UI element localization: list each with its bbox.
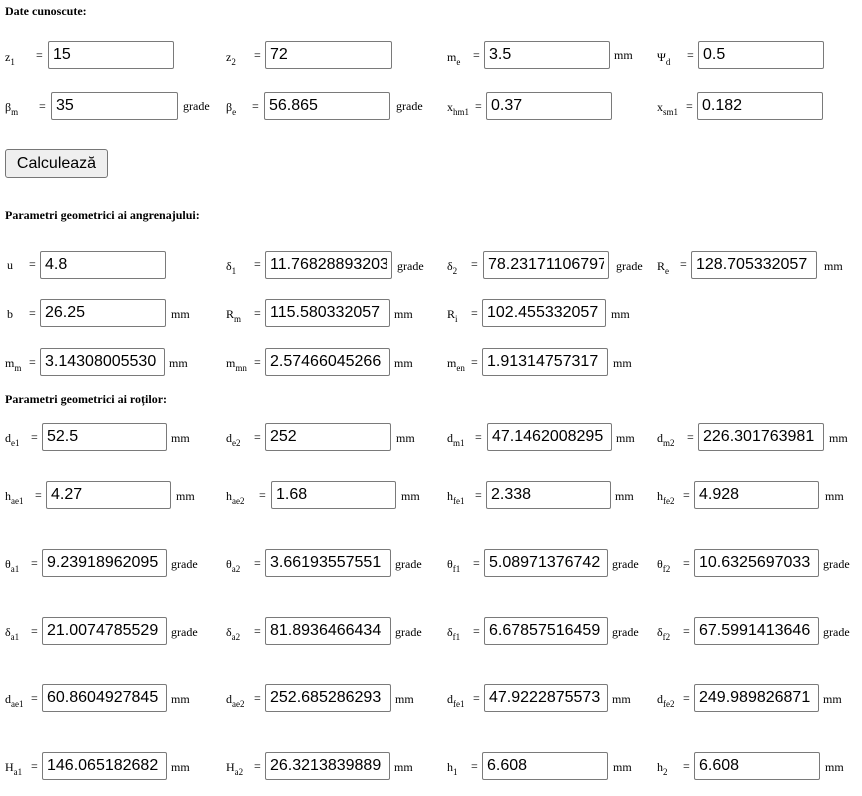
dm1-symbol: d bbox=[447, 431, 453, 445]
equals-sign: = bbox=[683, 488, 690, 502]
deltaf2-symbol: δ bbox=[657, 625, 663, 639]
z2-subscript: 2 bbox=[231, 57, 236, 67]
betam-symbol: β bbox=[5, 100, 12, 114]
thetaa2-symbol: θ bbox=[226, 557, 232, 571]
thetaf1-subscript: f1 bbox=[452, 564, 461, 574]
equals-sign: = bbox=[252, 99, 259, 113]
equals-sign: = bbox=[473, 48, 480, 62]
betae-input[interactable] bbox=[264, 92, 390, 120]
deltaa2-unit: grade bbox=[395, 625, 422, 639]
hae2-subscript: ae2 bbox=[232, 496, 245, 506]
equals-sign: = bbox=[36, 48, 43, 62]
dfe1-unit: mm bbox=[612, 692, 631, 706]
betam-label bbox=[5, 100, 19, 117]
equals-sign: = bbox=[254, 556, 261, 570]
equals-sign: = bbox=[471, 355, 478, 369]
delta2-subscript: 2 bbox=[452, 266, 458, 276]
Re-unit: mm bbox=[824, 259, 843, 273]
equals-sign: = bbox=[254, 691, 261, 705]
deltaa2-label bbox=[226, 625, 241, 642]
equals-sign: = bbox=[254, 355, 261, 369]
equals-sign: = bbox=[254, 257, 261, 271]
delta2-symbol: δ bbox=[447, 259, 453, 273]
wheel-params-heading: Parametri geometrici ai roților: bbox=[5, 392, 168, 406]
equals-sign: = bbox=[35, 488, 42, 502]
hfe2-symbol: h bbox=[657, 489, 663, 503]
equals-sign: = bbox=[683, 759, 690, 773]
deltaf1-subscript: f1 bbox=[452, 632, 461, 642]
hfe2-input[interactable] bbox=[694, 481, 819, 509]
equals-sign: = bbox=[29, 355, 36, 369]
Ha2-unit: mm bbox=[394, 760, 413, 774]
betam-subscript: m bbox=[11, 107, 19, 117]
dae1-label bbox=[5, 692, 24, 709]
thetaf1-label bbox=[447, 557, 461, 574]
hfe2-label bbox=[657, 489, 675, 506]
Ha1-input[interactable] bbox=[42, 752, 167, 780]
b-symbol: b bbox=[7, 307, 13, 321]
mmn-input[interactable] bbox=[265, 348, 390, 376]
dm2-symbol: d bbox=[657, 431, 663, 445]
Rm-unit: mm bbox=[394, 307, 413, 321]
xsm1-subscript: sm1 bbox=[663, 107, 679, 117]
dae2-symbol: d bbox=[226, 692, 232, 706]
h2-symbol: h bbox=[657, 760, 663, 774]
Ri-symbol: R bbox=[447, 307, 456, 321]
thetaa2-subscript: a2 bbox=[231, 564, 241, 574]
thetaa1-subscript: a1 bbox=[10, 564, 20, 574]
dfe2-unit: mm bbox=[823, 692, 842, 706]
equals-sign: = bbox=[475, 488, 482, 502]
h1-input[interactable] bbox=[482, 752, 608, 780]
u-symbol: u bbox=[7, 258, 13, 272]
xsm1-symbol: x bbox=[657, 100, 663, 114]
betae-label bbox=[226, 100, 237, 117]
h2-unit: mm bbox=[825, 760, 844, 774]
b-label bbox=[7, 307, 13, 321]
men-subscript: en bbox=[456, 363, 465, 373]
mm-symbol: m bbox=[5, 356, 15, 370]
dm1-input[interactable] bbox=[487, 423, 612, 451]
delta1-symbol: δ bbox=[226, 259, 232, 273]
hae1-subscript: ae1 bbox=[11, 496, 24, 506]
de1-input[interactable] bbox=[42, 423, 167, 451]
dm1-label bbox=[447, 431, 465, 448]
de1-unit: mm bbox=[171, 431, 190, 445]
h2-label bbox=[657, 760, 668, 777]
hae2-symbol: h bbox=[226, 489, 232, 503]
dae1-symbol: d bbox=[5, 692, 11, 706]
h1-label bbox=[447, 760, 458, 777]
deltaa1-unit: grade bbox=[171, 625, 198, 639]
deltaf1-input[interactable] bbox=[484, 617, 608, 645]
delta2-label bbox=[447, 259, 458, 276]
delta1-input[interactable] bbox=[265, 251, 392, 279]
psid-symbol: Ψ bbox=[657, 50, 666, 64]
betam-unit: grade bbox=[183, 99, 210, 113]
equals-sign: = bbox=[471, 257, 478, 271]
thetaf2-symbol: θ bbox=[657, 557, 663, 571]
de2-label bbox=[226, 431, 241, 448]
xhm1-subscript: hm1 bbox=[453, 107, 470, 117]
equals-sign: = bbox=[29, 257, 36, 271]
betae-symbol: β bbox=[226, 100, 233, 114]
calculate-button[interactable]: Calculează bbox=[5, 149, 108, 178]
equals-sign: = bbox=[254, 306, 261, 320]
equals-sign: = bbox=[29, 306, 36, 320]
me-subscript: e bbox=[456, 57, 461, 67]
men-unit: mm bbox=[613, 356, 632, 370]
equals-sign: = bbox=[39, 99, 46, 113]
dfe1-input[interactable] bbox=[484, 684, 608, 712]
dae1-input[interactable] bbox=[42, 684, 167, 712]
mmn-symbol: m bbox=[226, 356, 236, 370]
Re-input[interactable] bbox=[691, 251, 817, 279]
thetaa1-unit: grade bbox=[171, 557, 198, 571]
de1-label bbox=[5, 431, 20, 448]
betae-subscript: e bbox=[232, 107, 237, 117]
equals-sign: = bbox=[254, 48, 261, 62]
u-input[interactable] bbox=[40, 251, 166, 279]
dfe1-subscript: fe1 bbox=[453, 699, 465, 709]
thetaa2-input[interactable] bbox=[265, 549, 391, 577]
equals-sign: = bbox=[687, 430, 694, 444]
Ri-subscript: i bbox=[455, 314, 458, 324]
hfe1-subscript: fe1 bbox=[453, 496, 465, 506]
thetaf1-symbol: θ bbox=[447, 557, 453, 571]
hfe1-symbol: h bbox=[447, 489, 453, 503]
dfe2-symbol: d bbox=[657, 692, 663, 706]
thetaa2-label bbox=[226, 557, 241, 574]
thetaa1-symbol: θ bbox=[5, 557, 11, 571]
dae1-unit: mm bbox=[171, 692, 190, 706]
dfe2-subscript: fe2 bbox=[663, 699, 675, 709]
thetaf2-subscript: f2 bbox=[662, 564, 671, 574]
hae2-unit: mm bbox=[401, 489, 420, 503]
dae2-input[interactable] bbox=[265, 684, 391, 712]
equals-sign: = bbox=[687, 48, 694, 62]
hae1-unit: mm bbox=[176, 489, 195, 503]
h2-subscript: 2 bbox=[663, 767, 668, 777]
Rm-subscript: m bbox=[234, 314, 242, 324]
equals-sign: = bbox=[471, 306, 478, 320]
deltaa1-symbol: δ bbox=[5, 625, 11, 639]
equals-sign: = bbox=[254, 624, 261, 638]
dae2-subscript: ae2 bbox=[232, 699, 245, 709]
psid-input[interactable] bbox=[698, 41, 824, 69]
delta1-subscript: 1 bbox=[231, 266, 237, 276]
z1-subscript: 1 bbox=[10, 57, 15, 67]
z1-input[interactable] bbox=[48, 41, 174, 69]
hae2-input[interactable] bbox=[271, 481, 396, 509]
me-label bbox=[447, 50, 461, 67]
Ri-label bbox=[447, 307, 458, 324]
deltaa2-input[interactable] bbox=[265, 617, 391, 645]
h2-input[interactable] bbox=[694, 752, 820, 780]
dm2-subscript: m2 bbox=[663, 438, 675, 448]
men-label bbox=[447, 356, 465, 373]
hfe1-label bbox=[447, 489, 465, 506]
mmn-label bbox=[226, 356, 247, 373]
hae2-label bbox=[226, 489, 245, 506]
dae2-unit: mm bbox=[395, 692, 414, 706]
Ha2-symbol: H bbox=[226, 760, 235, 774]
deltaf2-unit: grade bbox=[823, 625, 850, 639]
equals-sign: = bbox=[473, 691, 480, 705]
Rm-label bbox=[226, 307, 242, 324]
xhm1-input[interactable] bbox=[486, 92, 612, 120]
dfe1-symbol: d bbox=[447, 692, 453, 706]
mm-unit: mm bbox=[169, 356, 188, 370]
mmn-subscript: mn bbox=[235, 363, 247, 373]
me-symbol: m bbox=[447, 50, 457, 64]
dae2-label bbox=[226, 692, 245, 709]
equals-sign: = bbox=[259, 488, 266, 502]
men-symbol: m bbox=[447, 356, 457, 370]
gear-params-heading: Parametri geometrici ai angrenajului: bbox=[5, 208, 200, 222]
dfe2-input[interactable] bbox=[694, 684, 819, 712]
thetaa1-input[interactable] bbox=[42, 549, 167, 577]
Ha2-input[interactable] bbox=[265, 752, 390, 780]
hae1-input[interactable] bbox=[46, 481, 171, 509]
hae1-label bbox=[5, 489, 24, 506]
dfe2-label bbox=[657, 692, 675, 709]
equals-sign: = bbox=[31, 624, 38, 638]
deltaa2-symbol: δ bbox=[226, 625, 232, 639]
hae1-symbol: h bbox=[5, 489, 11, 503]
mm-subscript: m bbox=[14, 363, 22, 373]
thetaf2-unit: grade bbox=[823, 557, 850, 571]
betam-input[interactable] bbox=[51, 92, 178, 120]
thetaf2-label bbox=[657, 557, 671, 574]
equals-sign: = bbox=[473, 624, 480, 638]
equals-sign: = bbox=[473, 556, 480, 570]
thetaf2-input[interactable] bbox=[694, 549, 819, 577]
xsm1-label bbox=[657, 100, 679, 117]
Re-symbol: R bbox=[657, 259, 666, 273]
deltaa1-subscript: a1 bbox=[10, 632, 20, 642]
Re-label bbox=[657, 259, 670, 276]
equals-sign: = bbox=[31, 691, 38, 705]
z1-symbol: z bbox=[5, 50, 11, 64]
equals-sign: = bbox=[683, 556, 690, 570]
men-input[interactable] bbox=[482, 348, 608, 376]
hfe2-subscript: fe2 bbox=[663, 496, 675, 506]
xhm1-symbol: x bbox=[447, 100, 453, 114]
z2-label bbox=[226, 50, 236, 67]
de2-unit: mm bbox=[396, 431, 415, 445]
equals-sign: = bbox=[683, 691, 690, 705]
Ha1-label bbox=[5, 760, 23, 777]
Ha1-subscript: a1 bbox=[13, 767, 23, 777]
b-input[interactable] bbox=[40, 299, 166, 327]
xhm1-label bbox=[447, 100, 470, 117]
deltaa2-subscript: a2 bbox=[231, 632, 241, 642]
Ha2-subscript: a2 bbox=[234, 767, 244, 777]
Rm-symbol: R bbox=[226, 307, 235, 321]
dm2-input[interactable] bbox=[698, 423, 824, 451]
equals-sign: = bbox=[686, 99, 693, 113]
hfe2-unit: mm bbox=[825, 489, 844, 503]
deltaa1-input[interactable] bbox=[42, 617, 167, 645]
equals-sign: = bbox=[680, 257, 687, 271]
z1-label bbox=[5, 50, 15, 67]
equals-sign: = bbox=[475, 430, 482, 444]
equals-sign: = bbox=[31, 556, 38, 570]
deltaf1-label bbox=[447, 625, 461, 642]
h1-symbol: h bbox=[447, 760, 453, 774]
equals-sign: = bbox=[471, 759, 478, 773]
dm2-label bbox=[657, 431, 675, 448]
known-data-heading: Date cunoscute: bbox=[5, 4, 87, 18]
psid-subscript: d bbox=[665, 57, 671, 67]
Ha2-label bbox=[226, 760, 244, 777]
mmn-unit: mm bbox=[394, 356, 413, 370]
betae-unit: grade bbox=[396, 99, 423, 113]
dae1-subscript: ae1 bbox=[11, 699, 24, 709]
deltaf2-label bbox=[657, 625, 671, 642]
hfe1-input[interactable] bbox=[486, 481, 611, 509]
Ha1-unit: mm bbox=[171, 760, 190, 774]
delta1-unit: grade bbox=[397, 259, 424, 273]
dm2-unit: mm bbox=[829, 431, 848, 445]
de2-input[interactable] bbox=[265, 423, 391, 451]
me-unit: mm bbox=[614, 48, 633, 62]
Ri-unit: mm bbox=[611, 307, 630, 321]
deltaf1-unit: grade bbox=[612, 625, 639, 639]
de2-subscript: e2 bbox=[232, 438, 241, 448]
delta1-label bbox=[226, 259, 237, 276]
equals-sign: = bbox=[254, 430, 261, 444]
deltaf2-subscript: f2 bbox=[662, 632, 671, 642]
de1-subscript: e1 bbox=[11, 438, 20, 448]
dfe1-label bbox=[447, 692, 465, 709]
deltaf2-input[interactable] bbox=[694, 617, 819, 645]
mm-input[interactable] bbox=[40, 348, 165, 376]
equals-sign: = bbox=[31, 430, 38, 444]
dm1-unit: mm bbox=[616, 431, 635, 445]
h1-subscript: 1 bbox=[453, 767, 458, 777]
mm-label bbox=[5, 356, 22, 373]
Ri-input[interactable] bbox=[482, 299, 606, 327]
Ha1-symbol: H bbox=[5, 760, 14, 774]
de1-symbol: d bbox=[5, 431, 11, 445]
thetaa1-label bbox=[5, 557, 20, 574]
me-input[interactable] bbox=[484, 41, 610, 69]
Re-subscript: e bbox=[665, 266, 670, 276]
thetaf1-unit: grade bbox=[612, 557, 639, 571]
b-unit: mm bbox=[171, 307, 190, 321]
equals-sign: = bbox=[254, 759, 261, 773]
equals-sign: = bbox=[683, 624, 690, 638]
thetaa2-unit: grade bbox=[395, 557, 422, 571]
delta2-input[interactable] bbox=[483, 251, 609, 279]
hfe1-unit: mm bbox=[615, 489, 634, 503]
delta2-unit: grade bbox=[616, 259, 643, 273]
deltaf1-symbol: δ bbox=[447, 625, 453, 639]
thetaf1-input[interactable] bbox=[484, 549, 608, 577]
de2-symbol: d bbox=[226, 431, 232, 445]
u-label bbox=[7, 258, 13, 272]
deltaa1-label bbox=[5, 625, 20, 642]
dm1-subscript: m1 bbox=[453, 438, 465, 448]
z2-symbol: z bbox=[226, 50, 232, 64]
equals-sign: = bbox=[475, 99, 482, 113]
z2-input[interactable] bbox=[265, 41, 392, 69]
Rm-input[interactable] bbox=[265, 299, 390, 327]
h1-unit: mm bbox=[613, 760, 632, 774]
psid-label bbox=[657, 50, 671, 67]
equals-sign: = bbox=[31, 759, 38, 773]
xsm1-input[interactable] bbox=[697, 92, 823, 120]
